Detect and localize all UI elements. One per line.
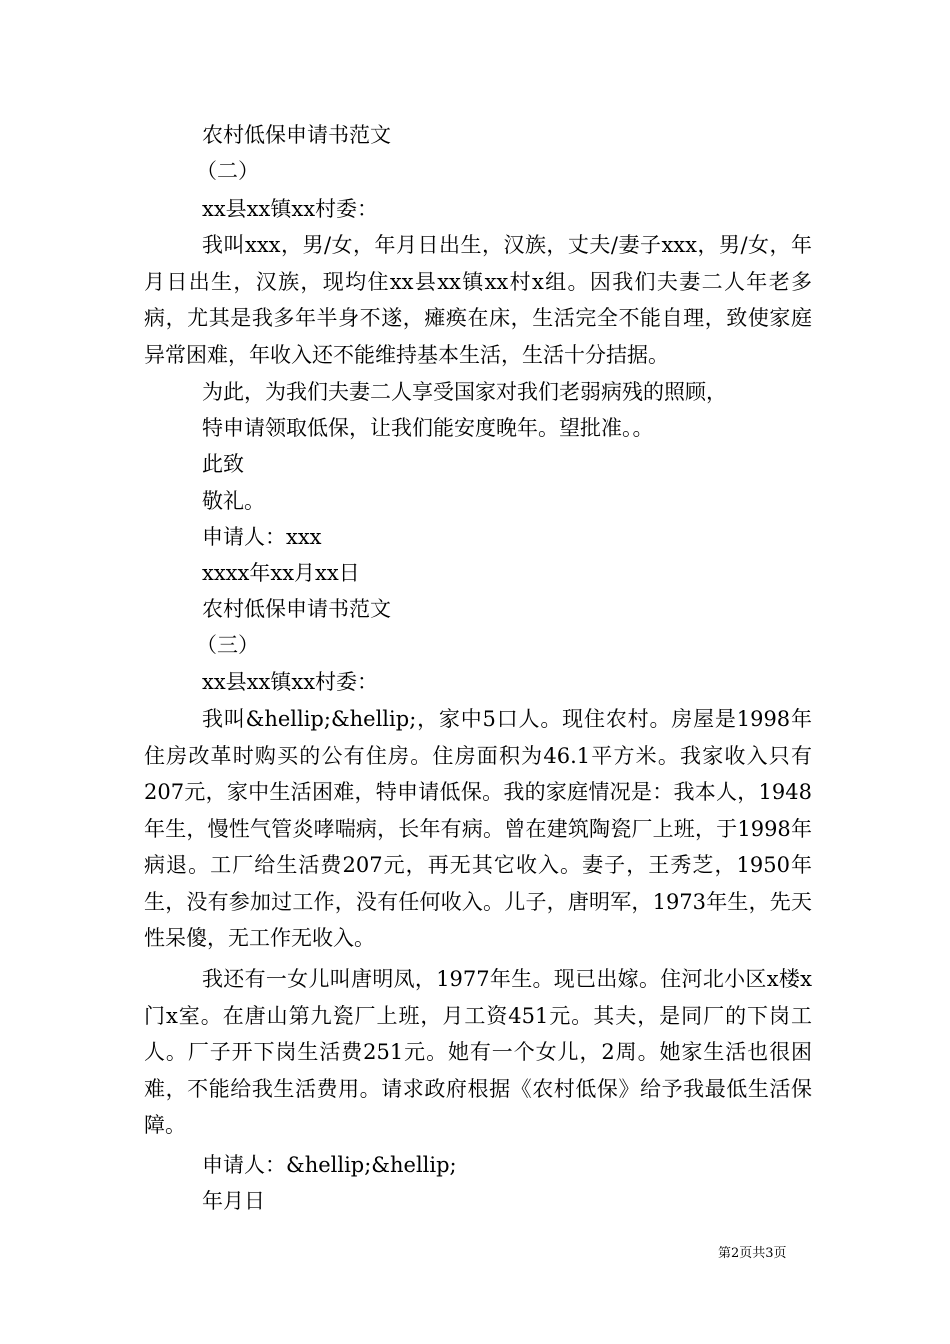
section-2-closing-1: 此致 bbox=[202, 452, 244, 476]
section-3-date: 年月日 bbox=[202, 1189, 265, 1213]
section-2-addressee: xx县xx镇xx村委： bbox=[202, 197, 379, 221]
section-2-reason-line: 为此，为我们夫妻二人享受国家对我们老弱病残的照顾， bbox=[202, 380, 727, 404]
section-2-request-line: 特申请领取低保，让我们能安度晚年。望批准。。 bbox=[202, 416, 654, 440]
page-indicator: 第2页共3页 bbox=[718, 1246, 787, 1261]
section-3-addressee: xx县xx镇xx村委： bbox=[202, 670, 379, 694]
section-2-date: xxxx年xx月xx日 bbox=[202, 561, 360, 585]
section-3-number: （三） bbox=[196, 633, 259, 657]
section-2-body-paragraph: 我叫xxx，男/女，年月日出生，汉族，丈夫/妻子xxx，男/女，年月日出生，汉族，现均住xx县xx镇xx村x组。因我们夫妻二人年老多病，尤其是我多年半身不遂，瘫痪在床，生活完全不能自理，致使家庭异常困难，年收入还不能维持基本生活，生活十分拮据。 bbox=[144, 233, 812, 367]
section-2-title: 农村低保申请书范文 bbox=[202, 123, 391, 147]
section-3-paragraph-2: 我还有一女儿叫唐明凤，1977年生。现已出嫁。住河北小区x楼x门x室。在唐山第九瓷厂上班，月工资451元。其夫，是同厂的下岗工人。厂子开下岗生活费251元。她有一个女儿，2周。她家生活也很困难，不能给我生活费用。请求政府根据《农村低保》给予我最低生活保障。 bbox=[144, 967, 812, 1137]
section-2-closing-2: 敬礼。 bbox=[202, 489, 265, 513]
section-3-paragraph-1: 我叫&hellip;&hellip;，家中5口人。现住农村。房屋是1998年住房改革时购买的公有住房。住房面积为46.1平方米。我家收入只有207元，家中生活困难，特申请低保。我的家庭情况是：我本人，1948年生，慢性气管炎哮喘病，长年有病。曾在建筑陶瓷厂上班，于1998年病退。工厂给生活费207元，再无其它收入。妻子，王秀芝，1950年生，没有参加过工作，没有任何收入。儿子，唐明军，1973年生，先天性呆傻，无工作无收入。 bbox=[144, 707, 812, 950]
section-3-title: 农村低保申请书范文 bbox=[202, 597, 391, 621]
section-2-applicant: 申请人：xxx bbox=[202, 525, 322, 549]
section-3-applicant: 申请人：&hellip;&hellip; bbox=[202, 1153, 457, 1177]
section-2-number: （二） bbox=[196, 159, 259, 183]
